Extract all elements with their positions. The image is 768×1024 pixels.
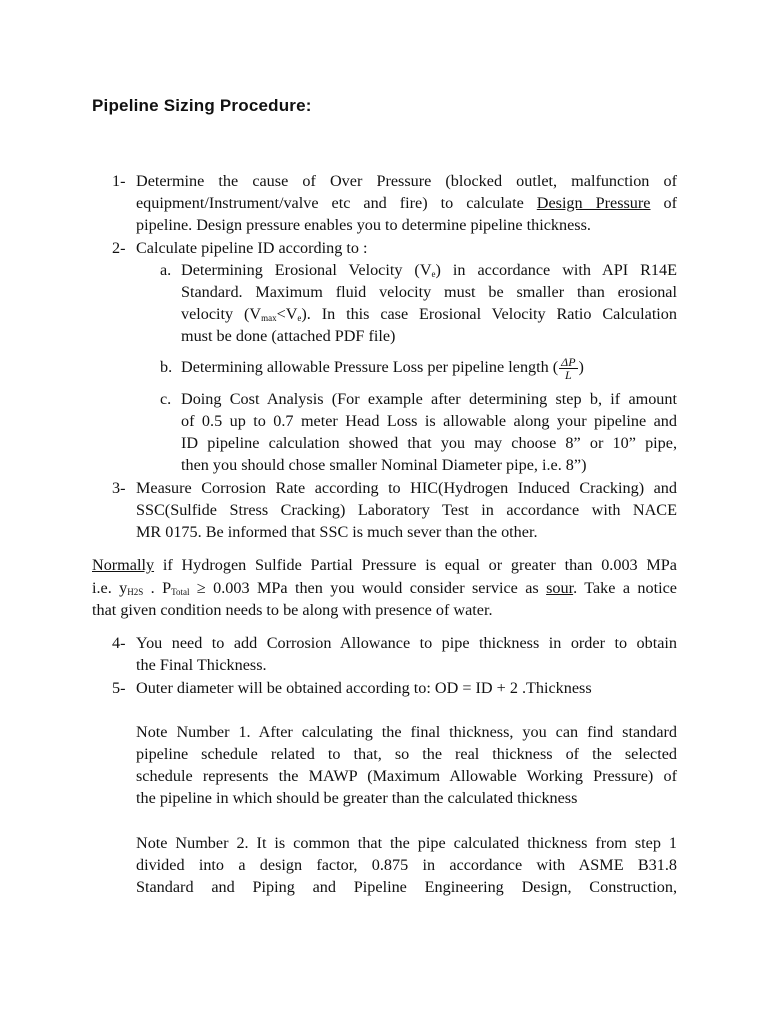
note-1-line-4: the pipeline in which should be greater than the calculated thickness	[136, 789, 578, 807]
step-4-line-1: You need to add Corrosion Allowance to pipe thickness in order to obtain	[136, 634, 677, 652]
step-2c-line-3: ID pipeline calculation showed that you may choose 8” or 10” pipe,	[181, 434, 677, 452]
note-2-line-3: Standard and Piping and Pipeline Engineering Design, Construction,	[136, 878, 677, 896]
step-2a-line-2: Standard. Maximum fluid velocity must be smaller than erosional	[181, 283, 677, 301]
note-2-line-1: Note Number 2. It is common that the pipe calculated thickness from step 1	[136, 834, 677, 852]
normally-line-3: that given condition needs to be along with presence of water.	[92, 601, 493, 619]
step-2a-line-3: velocity $(V_{max}<V_e)$. In this case Erosional Velocity Ratio Calculation	[181, 305, 677, 323]
note-1-line-1: Note Number 1. After calculating the final thickness, you can find standard	[136, 723, 677, 741]
step-2a-line-4: must be done (attached PDF file)	[181, 327, 396, 345]
step-2c-letter: c.	[160, 390, 172, 408]
normally-line-1: Normally if Hydrogen Sulfide Partial Pressure is equal or greater than 0.003 MPa	[92, 556, 677, 574]
step-2-number: 2-	[112, 239, 126, 257]
step-1-line-1: Determine the cause of Over Pressure (blocked outlet, malfunction of	[136, 172, 677, 190]
step-2c-line-2: of 0.5 up to 0.7 meter Head Loss is allowable along your pipeline and	[181, 412, 677, 430]
pressure-loss-fraction: $\frac{\Delta P}{L}$	[561, 355, 576, 382]
step-5-line-1: Outer diameter will be obtained according to: OD = ID + 2 .Thickness	[136, 679, 592, 697]
step-3-line-3: MR 0175. Be informed that SSC is much sever than the other.	[136, 523, 538, 541]
step-1-line-3: pipeline. Design pressure enables you to determine pipeline thickness.	[136, 216, 591, 234]
step-3-number: 3-	[112, 479, 126, 497]
step-2c-line-1: Doing Cost Analysis (For example after determining step b, if amount	[181, 390, 677, 408]
design-pressure-underlined: Design Pressure	[536, 194, 651, 212]
normally-underlined: Normally	[92, 556, 155, 574]
step-4-line-2: the Final Thickness.	[136, 656, 267, 674]
note-1-line-3: schedule represents the MAWP (Maximum Allowable Working Pressure) of	[136, 767, 677, 785]
step-1-number: 1-	[112, 172, 126, 190]
step-4-number: 4-	[112, 634, 126, 652]
normally-line-2: i.e. $y_{H2S}$ . $P_{Total} \ge 0.003$ MPa then you would consider service as sour. Take a notice	[92, 579, 677, 597]
step-3-line-2: SSC(Sulfide Stress Cracking) Laboratory Test in accordance with NACE	[136, 501, 677, 519]
sour-underlined: sour	[546, 579, 574, 597]
step-2a-letter: a.	[160, 261, 172, 279]
step-2c-line-4: then you should chose smaller Nominal Diameter pipe, i.e. 8”)	[181, 456, 587, 474]
note-1-line-2: pipeline schedule related to that, so the real thickness of the selected	[136, 745, 677, 763]
note-2-line-2: divided into a design factor, 0.875 in accordance with ASME B31.8	[136, 856, 677, 874]
step-1-line-2: equipment/Instrument/valve etc and fire) to calculate Design Pressure of	[136, 194, 677, 212]
step-3-line-1: Measure Corrosion Rate according to HIC(Hydrogen Induced Cracking) and	[136, 479, 677, 497]
step-5-number: 5-	[112, 679, 126, 697]
page-title: Pipeline Sizing Procedure:	[92, 96, 312, 115]
step-2b-line: Determining allowable Pressure Loss per pipeline length ( $\frac{\Delta P}{L}$ )	[181, 355, 584, 382]
step-2a-line-1: Determining Erosional Velocity $(V_e)$ in accordance with API R14E	[181, 261, 677, 279]
step-2-line-1: Calculate pipeline ID according to :	[136, 239, 368, 257]
step-2b-letter: b.	[160, 358, 173, 376]
